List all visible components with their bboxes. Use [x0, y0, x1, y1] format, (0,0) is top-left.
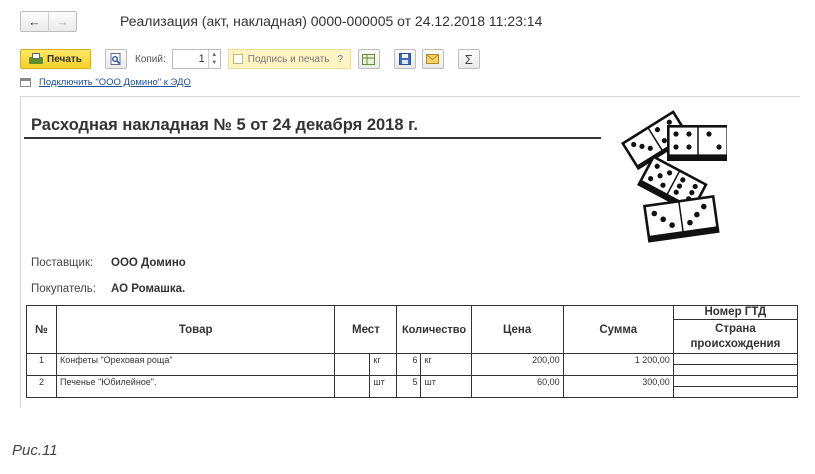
col-header-product: Товар	[57, 306, 335, 354]
figure-caption: Рис.11	[12, 442, 58, 459]
supplier-value: ООО Домино	[111, 257, 186, 269]
col-header-num: №	[27, 306, 57, 354]
domino-logo-icon	[617, 105, 727, 251]
checkbox-icon[interactable]	[233, 54, 243, 64]
col-header-qty: Количество	[397, 306, 471, 354]
send-email-button[interactable]	[422, 49, 444, 69]
sign-and-print-checkbox[interactable]	[228, 49, 351, 69]
sum-button[interactable]	[458, 49, 480, 69]
row-qty: 5	[397, 376, 421, 398]
col-header-price: Цена	[471, 306, 563, 354]
table-header-row	[27, 306, 798, 354]
row-places	[335, 354, 370, 376]
row-places	[335, 376, 370, 398]
help-link[interactable]: ?	[337, 53, 344, 65]
heading-underline	[24, 137, 601, 139]
navigation-buttons	[20, 11, 77, 32]
back-button[interactable]	[21, 12, 48, 31]
col-header-places: Мест	[335, 306, 397, 354]
col-header-gtd: Номер ГТД	[674, 306, 797, 320]
copies-label: Копий:	[135, 53, 166, 65]
row-product: Печенье "Юбилейное".	[57, 376, 335, 398]
floppy-disk-icon	[399, 53, 411, 65]
row-product: Конфеты "Ореховая роща"	[57, 354, 335, 376]
row-unit: шт	[370, 376, 397, 398]
edit-button[interactable]	[358, 49, 380, 69]
envelope-icon	[426, 54, 439, 64]
arrow-right-icon: →	[56, 14, 69, 29]
table-row	[27, 354, 798, 376]
copies-value[interactable]: 1	[198, 53, 205, 65]
forward-button[interactable]	[49, 12, 76, 31]
row-gtd-country	[673, 354, 797, 376]
row-qty: 6	[397, 354, 421, 376]
row-qty-unit: шт	[421, 376, 471, 398]
document-icon	[20, 78, 31, 87]
items-table	[26, 305, 798, 398]
row-price: 200,00	[471, 354, 563, 376]
edo-connect	[20, 77, 191, 88]
sign-and-print-label: Подпись и печать	[247, 53, 330, 65]
col-header-sum: Сумма	[563, 306, 673, 354]
buyer-label: Покупатель:	[31, 283, 96, 295]
row-unit: кг	[370, 354, 397, 376]
col-header-gtd-country	[673, 306, 797, 354]
col-header-country: Страна происхождения	[690, 323, 781, 350]
row-qty-unit: кг	[421, 354, 471, 376]
row-num: 2	[27, 376, 57, 398]
arrow-left-icon: ←	[28, 14, 41, 29]
row-sum: 300,00	[563, 376, 673, 398]
supplier-row	[31, 257, 186, 269]
print-button[interactable]	[20, 49, 91, 69]
save-button[interactable]	[394, 49, 416, 69]
document-heading: Расходная накладная № 5 от 24 декабря 2018 г.	[31, 116, 418, 134]
table-row	[27, 376, 798, 398]
row-num: 1	[27, 354, 57, 376]
copies-stepper[interactable]	[172, 49, 221, 69]
print-button-label: Печать	[47, 53, 82, 65]
row-price: 60,00	[471, 376, 563, 398]
buyer-row	[31, 283, 186, 295]
edo-connect-link[interactable]: Подключить "ООО Домино" к ЭДО	[39, 77, 191, 88]
spin-arrows-icon[interactable]: ▲ ▼	[208, 50, 220, 68]
supplier-label: Поставщик:	[31, 257, 94, 269]
row-gtd-country	[673, 376, 797, 398]
table-edit-icon	[362, 54, 375, 65]
preview-icon	[110, 53, 122, 66]
printer-icon	[29, 53, 43, 65]
preview-button[interactable]	[105, 49, 127, 69]
buyer-value: АО Ромашка.	[111, 283, 186, 295]
toolbar	[20, 48, 480, 70]
row-sum: 1 200,00	[563, 354, 673, 376]
sigma-icon: Σ	[464, 51, 473, 67]
window-title: Реализация (акт, накладная) 0000-000005 от 24.12.2018 11:23:14	[120, 13, 543, 29]
